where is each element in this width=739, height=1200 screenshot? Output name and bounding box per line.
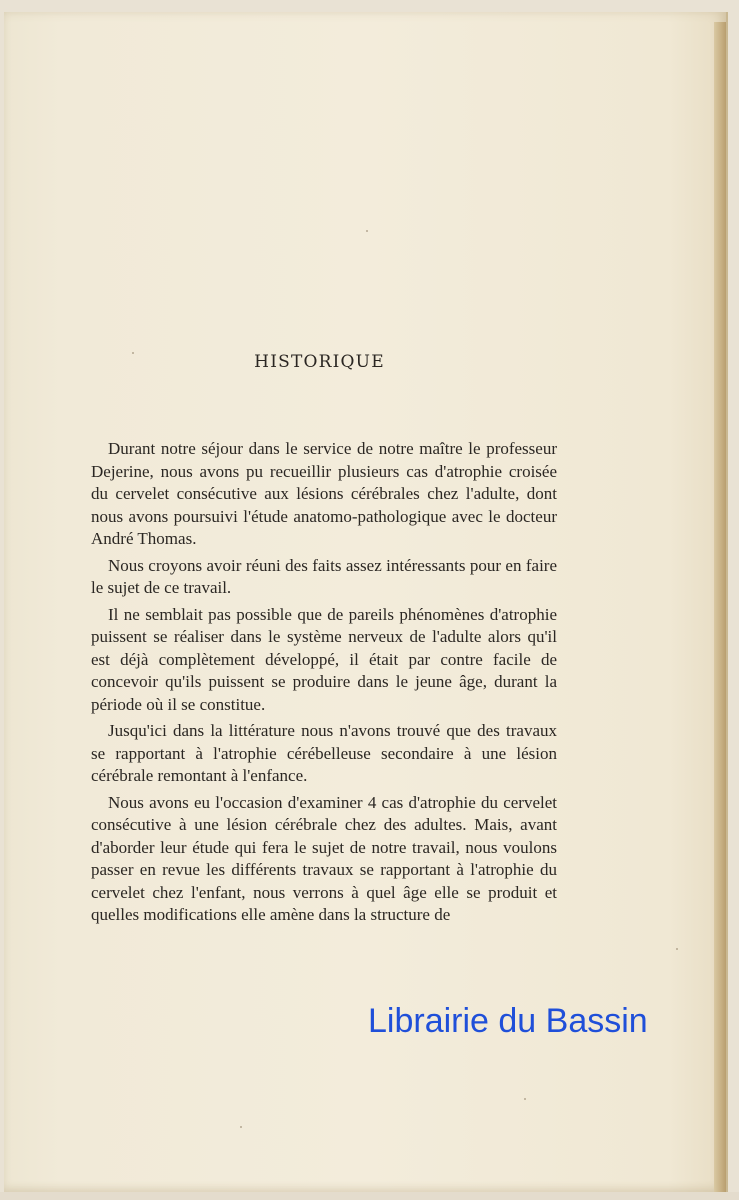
paper-speck: [240, 1126, 242, 1128]
section-heading: HISTORIQUE: [254, 352, 385, 372]
body-text: [91, 438, 557, 931]
paper-speck: [524, 1098, 526, 1100]
page-edge: [714, 22, 726, 1200]
paragraph-2: Nous croyons avoir réuni des faits assez intéressants pour en faire le sujet de ce travail.: [91, 555, 557, 597]
paragraph-4: Jusqu'ici dans la littérature nous n'avons trouvé que des travaux se rapportant à l'atrophie cérébelleuse secondaire à une lésion cérébrale remontant à l'enfance.: [91, 721, 557, 785]
scan-bottom-edge: [0, 1192, 739, 1200]
paper-speck: [132, 352, 134, 354]
paragraph-1: Durant notre séjour dans le service de notre maître le professeur Dejerine, nous avons pu recueillir plusieurs cas d'atrophie croisée du cervelet consécutive aux lésions cérébrales chez l'adulte, dont nous avons poursuivi l'étude anatomo-pathologique avec le docteur André Thomas.: [91, 439, 557, 548]
paper-speck: [676, 948, 678, 950]
watermark-text: Librairie du Bassin: [368, 1002, 648, 1040]
paragraph-3: Il ne semblait pas possible que de pareils phénomènes d'atrophie puissent se réaliser dans le système nerveux de l'adulte alors qu'il est déjà complètement développé, il était par contre facile de concevoir qu'ils puissent se produire dans le jeune âge, durant la période où il se constitue.: [91, 604, 557, 714]
paragraph-5: Nous avons eu l'occasion d'examiner 4 cas d'atrophie du cervelet consécutive à une lésion cérébrale chez des adultes. Mais, avant d'aborder leur étude qui fera le sujet de notre travail, nous voulons passer en revue les différents travaux se rapportant à l'atrophie du cervelet chez l'enfant, nous verrons à quel âge elle se produit et quelles modifications elle amène dans la structure de: [91, 792, 557, 924]
paper-speck: [366, 230, 368, 232]
